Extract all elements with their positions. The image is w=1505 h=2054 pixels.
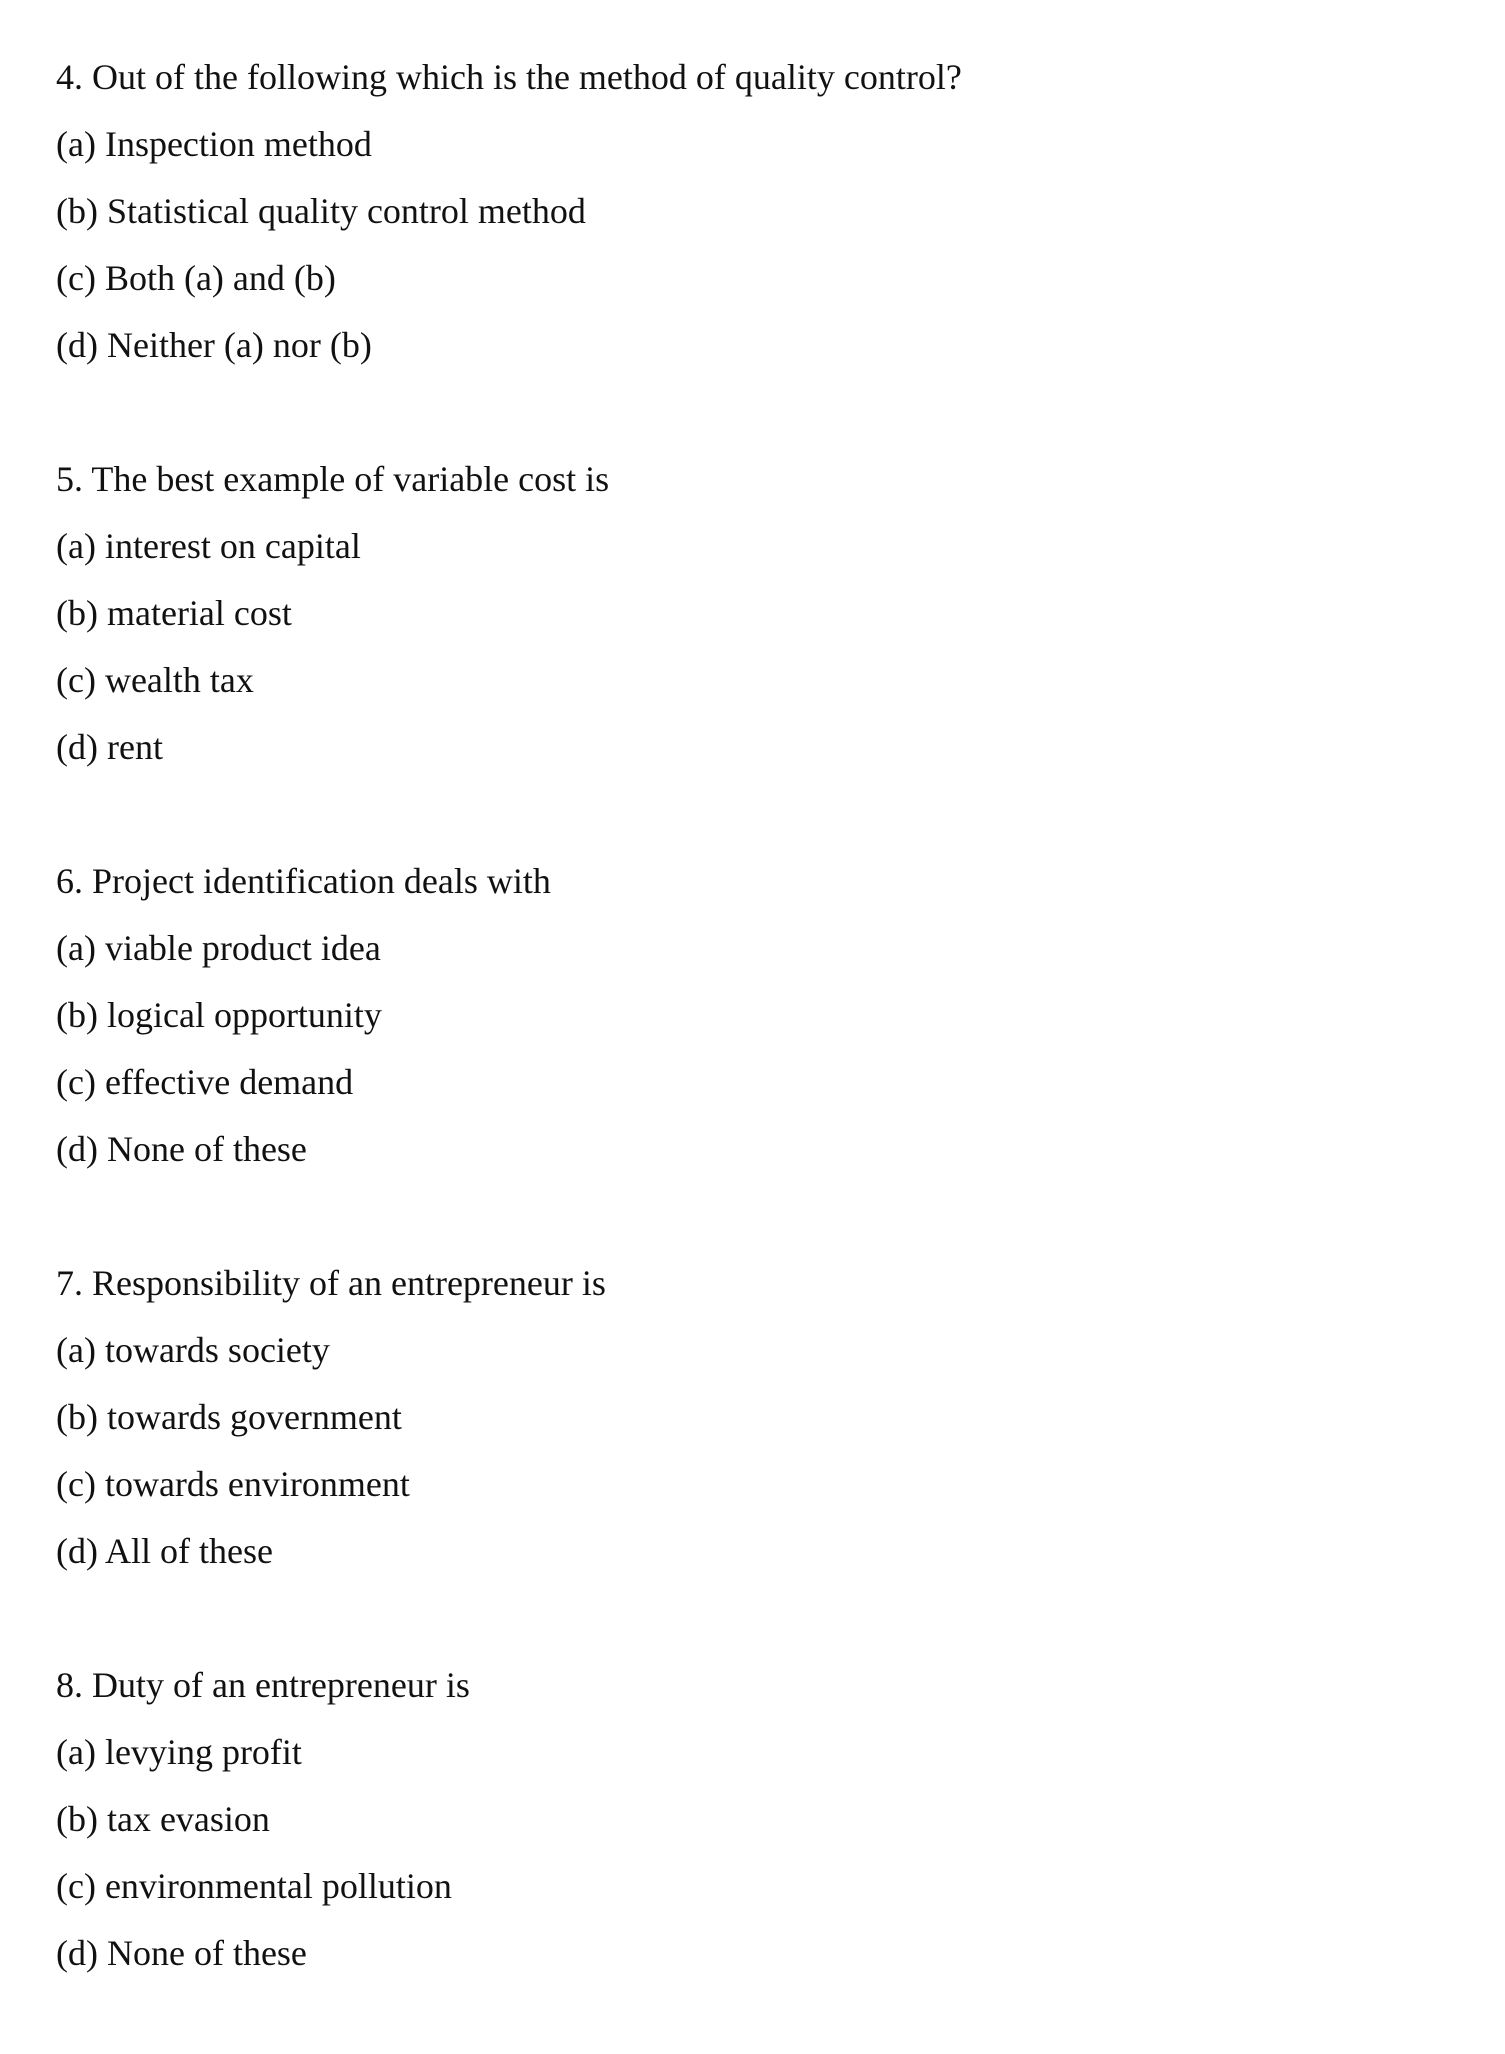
- question-6: [56, 848, 1505, 1183]
- option-a: (a) viable product idea: [56, 928, 381, 968]
- question-8: [56, 1652, 1505, 1987]
- option-d: (d) Neither (a) nor (b): [56, 325, 372, 365]
- question-text: 4. Out of the following which is the method of quality control?: [56, 57, 962, 97]
- option-a: (a) levying profit: [56, 1732, 302, 1772]
- option-d: (d) rent: [56, 727, 163, 767]
- question-text: 8. Duty of an entrepreneur is: [56, 1665, 470, 1705]
- option-d: (d) None of these: [56, 1933, 307, 1973]
- option-b: (b) tax evasion: [56, 1799, 270, 1839]
- question-text: 5. The best example of variable cost is: [56, 459, 610, 499]
- option-c: (c) effective demand: [56, 1062, 354, 1102]
- option-b: (b) material cost: [56, 593, 292, 633]
- option-b: (b) logical opportunity: [56, 995, 382, 1035]
- question-7: [56, 1250, 1505, 1585]
- option-a: (a) interest on capital: [56, 526, 361, 566]
- document-page: [56, 44, 1505, 2054]
- option-c: (c) wealth tax: [56, 660, 254, 700]
- option-b: (b) Statistical quality control method: [56, 191, 586, 231]
- question-5: [56, 446, 1505, 781]
- question-4: [56, 44, 1505, 379]
- option-a: (a) Inspection method: [56, 124, 372, 164]
- option-b: (b) towards government: [56, 1397, 402, 1437]
- option-c: (c) Both (a) and (b): [56, 258, 336, 298]
- option-c: (c) environmental pollution: [56, 1866, 452, 1906]
- option-a: (a) towards society: [56, 1330, 330, 1370]
- option-d: (d) All of these: [56, 1531, 273, 1571]
- question-text: 6. Project identification deals with: [56, 861, 551, 901]
- option-d: (d) None of these: [56, 1129, 307, 1169]
- question-text: 7. Responsibility of an entrepreneur is: [56, 1263, 606, 1303]
- option-c: (c) towards environment: [56, 1464, 410, 1504]
